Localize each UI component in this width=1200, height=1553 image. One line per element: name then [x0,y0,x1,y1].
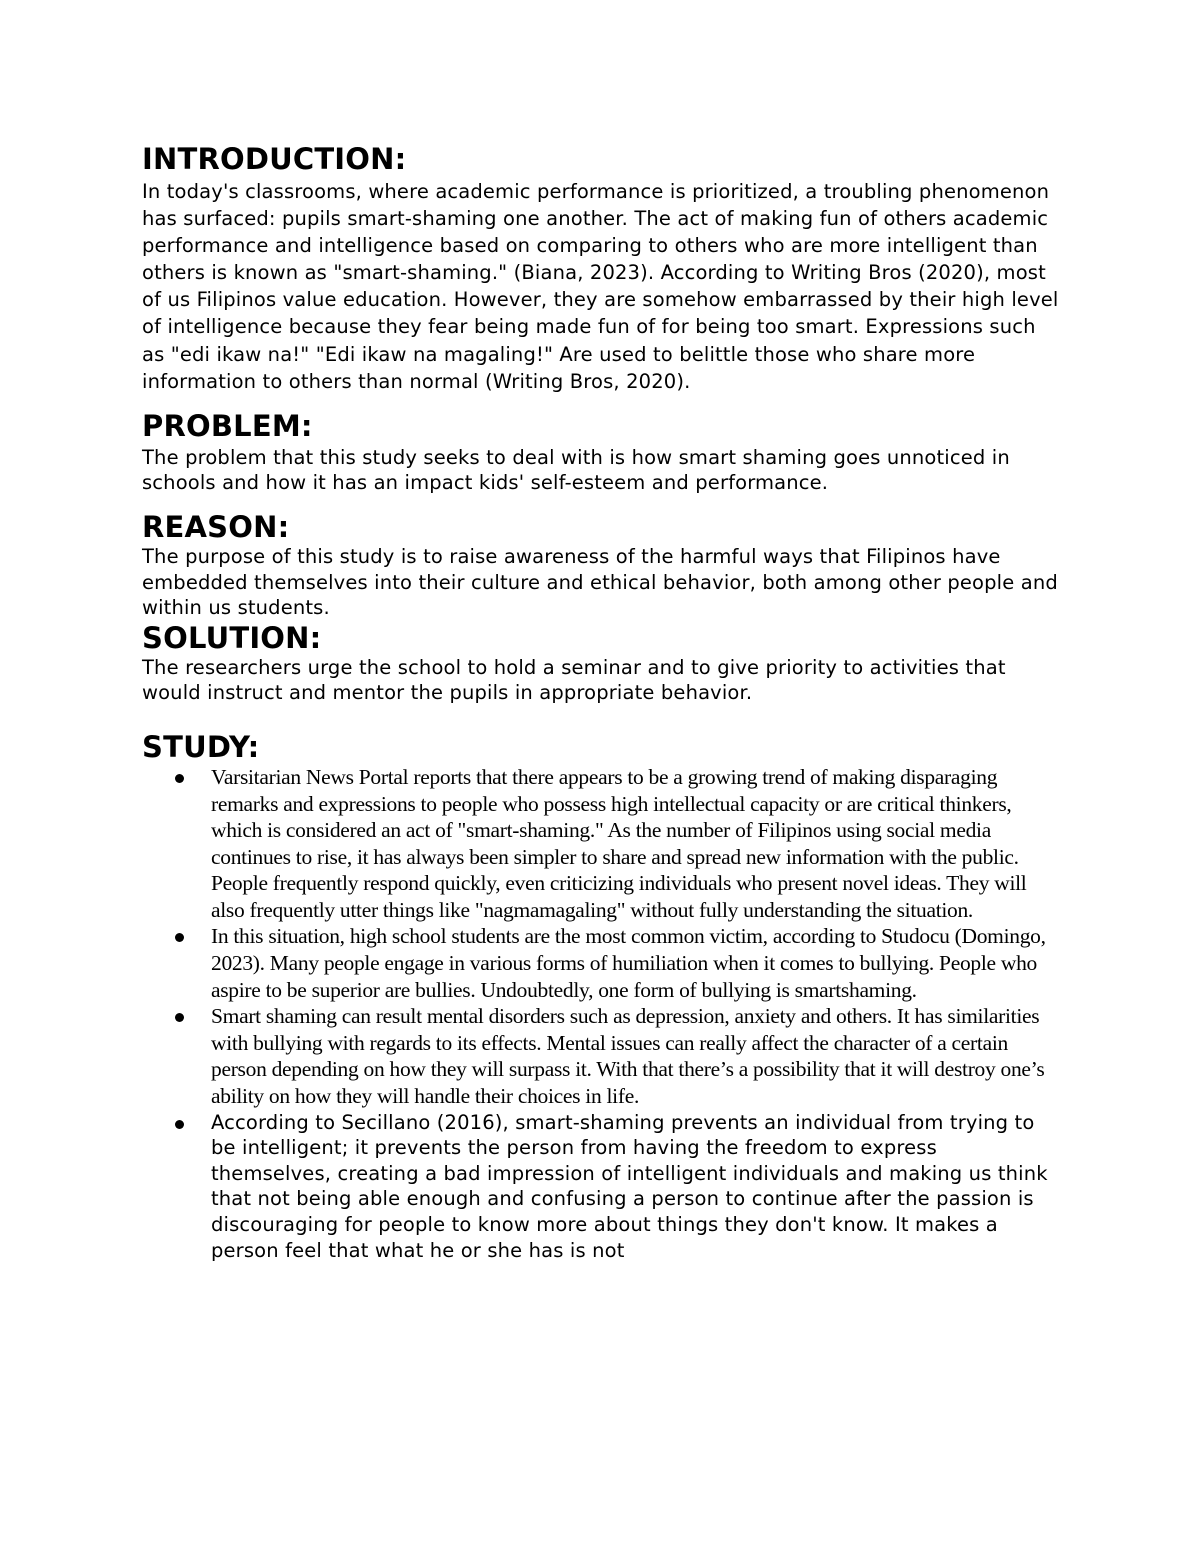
list-item [142,923,1062,1003]
list-item [142,764,1062,924]
reason-heading: REASON: [142,509,290,544]
study-item-text: Varsitarian News Portal reports that there appears to be a growing trend of making disparaging remarks and expressions to people who possess high intellectual capacity or are critical thinkers, which is considered an act of "smart-shaming." As the number of Filipinos using social media continues to rise, it has always been simpler to share and spread new information with the public. People frequently respond quickly, even criticizing individuals who present novel ideas. They will also frequently utter things like "nagmamagaling" without fully understanding the situation. [211,764,1027,922]
solution-heading: SOLUTION: [142,620,322,655]
reason-text: The purpose of this study is to raise awareness of the harmful ways that Filipinos have embedded themselves into their culture and ethical behavior, both among other people and within us students. [142,544,1058,620]
bullet-icon [175,1013,184,1022]
study-heading: STUDY: [142,729,260,764]
bullet-icon [175,933,184,942]
study-item-text: Smart shaming can result mental disorders such as depression, anxiety and others. It has similarities with bullying with regards to its effects. Mental issues can really affect the character of a certain person depending on how they will surpass it. With that there’s a possibility that it will destroy one’s ability on how they will handle their choices in life. [211,1004,1045,1109]
list-item [142,1110,1062,1264]
problem-text: The problem that this study seeks to deal with is how smart shaming goes unnoticed in schools and how it has an impact kids' self-esteem and performance. [142,445,1010,495]
list-item [142,1003,1062,1109]
introduction-text: In today's classrooms, where academic performance is prioritized, a troubling phenomenon has surfaced: pupils smart-shaming one another. The act of making fun of others academic performance and intelligence based on comparing to others who are more intelligent than others is known as "smart-shaming." (Biana, 2023). According to Writing Bros (2020), most of us Filipinos value education. However, they are somehow embarrassed by their high level of intelligence because they fear being made fun of for being too smart. Expressions such as "edi ikaw na!" "Edi ikaw na magaling!" Are used to belittle those who share more information to others than normal (Writing Bros, 2020). [142,180,1059,393]
problem-heading: PROBLEM: [142,408,313,443]
solution-text: The researchers urge the school to hold a seminar and to give priority to activities that would instruct and mentor the pupils in appropriate behavior. [142,655,1006,705]
introduction-heading: INTRODUCTION: [142,142,407,176]
study-list [142,764,1062,1263]
bullet-icon [175,1120,184,1129]
document-page [142,142,1062,1263]
study-item-text: In this situation, high school students are the most common victim, according to Studocu (Domingo, 2023). Many people engage in various forms of humiliation when it comes to bullying. People who aspire to be superior are bullies. Undoubtedly, one form of bullying is smartshaming. [211,924,1046,1002]
bullet-icon [175,774,184,783]
study-item-text: According to Secillano (2016), smart-shaming prevents an individual from trying to be intelligent; it prevents the person from having the freedom to express themselves, creating a bad impression of intelligent individuals and making us think that not being able enough and confusing a person to continue after the passion is discouraging for people to know more about things they don't know. It makes a person feel that what he or she has is not [211,1110,1048,1262]
